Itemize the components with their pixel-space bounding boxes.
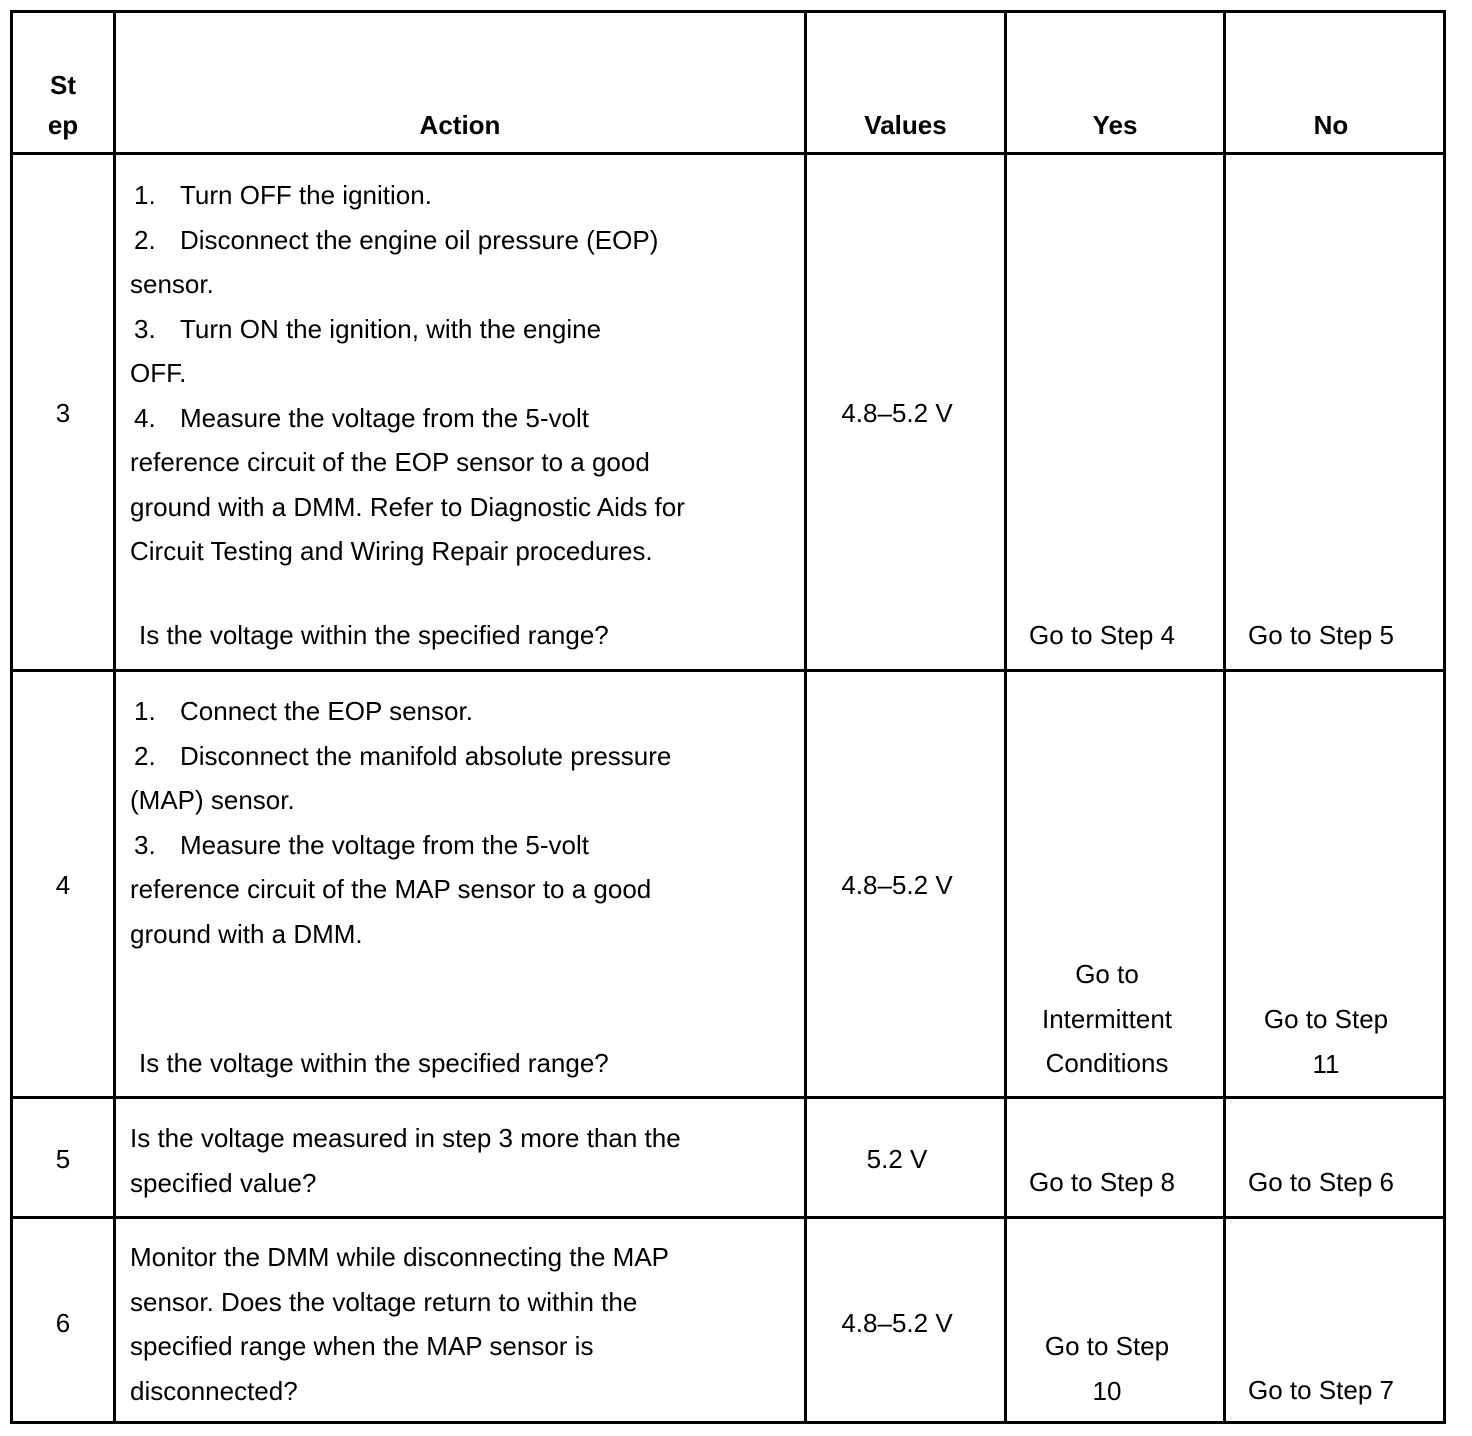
action-steps: 1. Turn OFF the ignition. 2. Disconnect the engine oil pressure (EOP) sensor. 3. Turn ON the ignition, with the engine OFF. 4. Measure the voltage from the 5-volt reference circuit of the EOP sensor to a good ground with a DMM. Refer to Diagnostic Aids for Circuit Testing and Wiring Repair procedures. — [130, 173, 685, 574]
row-divider — [13, 1096, 1443, 1099]
step-number: 3 — [55, 398, 71, 428]
action-question: Is the voltage within the specified range? — [139, 620, 609, 650]
no-outcome: Go to Step 7 — [1248, 1375, 1394, 1405]
action-item: 2. Disconnect the engine oil pressure (EOP) — [134, 224, 659, 255]
action-item: 1. Turn OFF the ignition. — [134, 180, 432, 210]
action-steps: 1. Connect the EOP sensor. 2. Disconnect the manifold absolute pressure (MAP) sensor. 3. Measure the voltage from the 5-volt reference circuit of the MAP sensor to a good ground with a DMM. — [130, 689, 671, 956]
step-number: 4 — [55, 870, 71, 900]
column-divider — [1004, 13, 1007, 1421]
action-text: Is the voltage measured in step 3 more than the specified value? — [130, 1123, 681, 1198]
column-divider — [804, 13, 807, 1421]
action-item: 3. Measure the voltage from the 5-volt — [134, 829, 589, 860]
step-number: 5 — [55, 1144, 71, 1174]
yes-outcome: Go to Intermittent Conditions — [1041, 959, 1173, 1078]
action-item: 4. Measure the voltage from the 5-volt — [134, 402, 589, 433]
header-yes: Yes — [1092, 110, 1138, 140]
row-divider — [13, 1216, 1443, 1219]
value-range: 4.8–5.2 V — [841, 398, 953, 428]
row-divider — [13, 152, 1443, 155]
no-outcome: Go to Step 6 — [1248, 1167, 1394, 1197]
no-outcome: Go to Step 5 — [1248, 620, 1394, 650]
no-outcome: Go to Step 11 — [1263, 1004, 1389, 1079]
row-divider — [13, 669, 1443, 672]
value-range: 5.2 V — [866, 1144, 928, 1174]
header-step: St ep — [47, 70, 79, 140]
yes-outcome: Go to Step 8 — [1029, 1167, 1175, 1197]
action-item: 2. Disconnect the manifold absolute pressure — [134, 740, 672, 771]
yes-outcome: Go to Step 10 — [1044, 1331, 1170, 1406]
value-range: 4.8–5.2 V — [841, 870, 953, 900]
diagnostic-table — [10, 10, 1446, 1424]
step-number: 6 — [55, 1308, 71, 1338]
header-no: No — [1313, 110, 1349, 140]
value-range: 4.8–5.2 V — [841, 1308, 953, 1338]
yes-outcome: Go to Step 4 — [1029, 620, 1175, 650]
action-text: Monitor the DMM while disconnecting the MAP sensor. Does the voltage return to within the specified range when the MAP sensor is disconnected? — [130, 1242, 670, 1406]
action-item: 1. Connect the EOP sensor. — [134, 696, 473, 726]
header-action: Action — [419, 110, 501, 140]
header-values: Values — [864, 110, 947, 140]
action-question: Is the voltage within the specified range? — [139, 1048, 609, 1078]
column-divider — [1223, 13, 1226, 1421]
action-item: 3. Turn ON the ignition, with the engine — [134, 313, 602, 344]
column-divider — [113, 13, 116, 1421]
